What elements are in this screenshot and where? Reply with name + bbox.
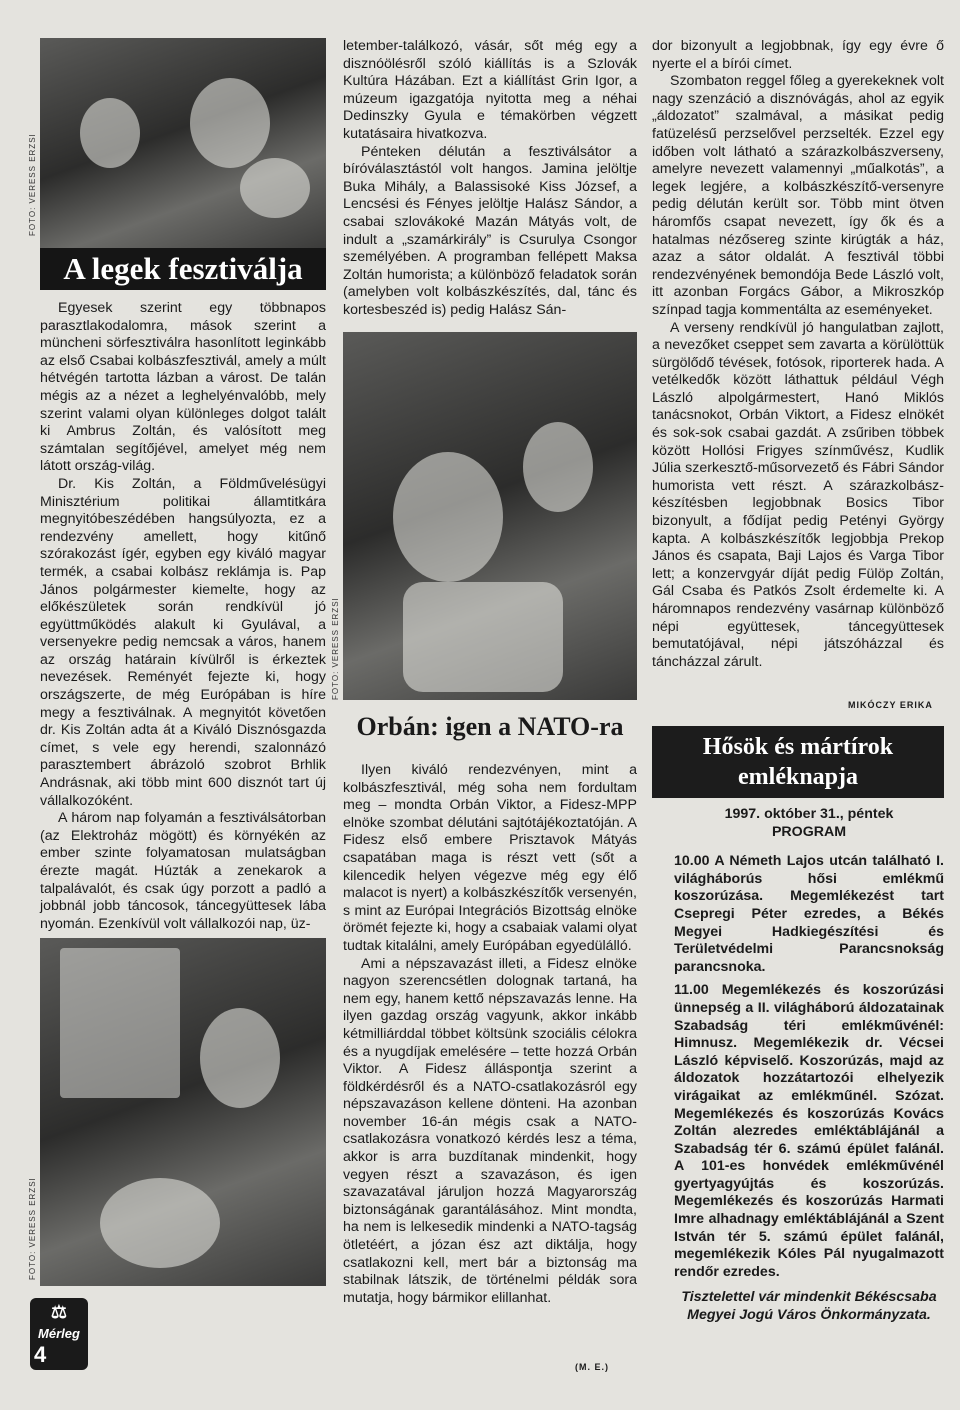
paragraph: A három nap folyamán a fesztiválsátorban (az Elektroház mögött) és környékén az ember szinte folyamatosan mulatságban érezte magát. Húzták a zenekarok a talpalávalót, és csak úgy porzott a padló a jobbnál jobb táncosok, táncegyüttesek lába nyomán. Ezenkívül volt vállalkozói nap, üz- bbox=[40, 810, 326, 932]
program-closing: Tisztelettel vár mindenkit Békéscsaba Megyei Jogú Város Önkormányzata. bbox=[681, 1289, 937, 1324]
headline-nato: Orbán: igen a NATO-ra bbox=[356, 712, 624, 741]
scale-icon: ⚖ bbox=[50, 1302, 68, 1322]
photo-credit: FOTO: VERESS ERZSI bbox=[28, 133, 37, 236]
logo-text: Mérleg bbox=[38, 1326, 80, 1341]
paragraph: Ami a népszavazást illeti, a Fidesz elnöke nagyon szerencsétlen dolognak tartaná, ha nem egy, hanem kettő népszavazás lenne. Ha ilyen gazdag ország vagyunk, akkor inkább kétmilliárddal többet költsünk szociális célokra és a nyugdíjak emelésére – tette hozzá Orbán Viktor. A Fidesz álláspontja szerint a földkérdésről és a NATO-csatlakozásról egy népszavazáson kellene dönteni. Ha azonban november 16-án mégis csak a NATO-csatlakozásra vonatkozó kérdés lesz a téma, akkor is arra buzdítanak mindenkit, hogy vegyen részt a szavazáson, és igen szavazatával járuljon hozzá Magyarország biztonságának garantálásához. Mint mondta, ha nem is lelkesedik mindenki a NATO-tagság ötletéért, a józan ész azt diktálja, hogy csatlakozni kell, mert bár a biztonság ma stabilnak látszik, de történelmi példák sora mutatja, hogy bármikor elillanhat. bbox=[343, 955, 637, 1306]
paragraph: Pénteken délután a fesztiválsátor a bíróválasztástól volt hangos. Jamina jelöltje Buka Mihály, a Balassisoké Kiss József, a Lencsési és Fényes jelöltje Halász Sándor, a csabai szlovákoké Mazán Mátyás volt, de indult a „szamárkirály” is Csurulya Csongor személyében. A programban fellépett Maksa Zoltán humorista; a különböző feladatok során (amelyben volt kolbászkészítés, dal, tánc és kortesbeszéd is) pedig Halász Sán- bbox=[343, 143, 637, 318]
page-number: 4 bbox=[34, 1342, 47, 1367]
headline-festival: A legek fesztiválja bbox=[40, 248, 326, 290]
program-item: 11.00 Megemlékezés és koszorúzási ünnepség a II. világháború áldozatainak Szabadság téri emlékművénél: Himnusz. Megemlékezik dr. Vécsei László képviselő. Koszorúzás, majd az áldozatok hozzátartozói elhelyezik virágaikat az emlékműnél. Szózat. Megemlékezés és koszorúzás Kovács Zoltán alezredes emléktáblájánál a Szabadság tér 6. számú épület falánál. A 101-es honvédek emlékművénél gyertyagyújtás és koszorúzás. Megemlékezés és koszorúzás Harmati Imre alhadnagy emléktáblájánál a Szent István tér 5. számú épület falánál, megemlékezik Kóles Pál nyugalmazott rendőr ezredes. bbox=[674, 982, 944, 1280]
box-title: Hősök és mártírok emléknapja bbox=[652, 726, 944, 798]
paragraph: Egyesek szerint egy többnapos parasztlakodalomra, mások szerint a müncheni sörfesztiválra hasonlított leginkább az első Csabai kolbászfesztivál, amely a múlt hétvégén tartotta lázban a várost. De talán mégis az a nézet a leghelyénvalóbb, mely szerint valami olyan különleges dolgot talált ki Ambrus Zoltán, és valósított meg számtalan segítőjével, amelyet még nem látott ország-világ. bbox=[40, 300, 326, 475]
memorial-program-box bbox=[652, 726, 944, 1366]
paragraph: Dr. Kis Zoltán, a Földművelésügyi Minisztérium politikai államtitkára megnyitóbeszédében hangsúlyozta, ez a rendezvény amellett, hogy kitűnő szórakozást ígér, egyben egy kiváló magyar termék, a csabai kolbász reklámja is. Pap János polgármester kiemelte, hogy az előkészületek során rendkívül jó együttműködés alakult ki Gyulával, a versenyekre pedig nemcsak a város, hanem az ország határain kívülről is érkeztek nevezések. Reményét fejezte ki, hogy országszerte, de még Európában is híre megy a fesztiválnak. A megnyitót követően dr. Kis Zoltán adta át a Kiváló Disznósgazda címet, s vele egy herendi, szalonnázó parasztembert ábrázoló szobrot Brhlik Andrásnak, aki több mint 600 disznót tart új vállalkozóként. bbox=[40, 475, 326, 809]
paragraph: letember-találkozó, vásár, sőt még egy a disznóölésről szóló kiállítás is a Szlovák Kultúra Házában. Ezt a kiállítást Grin Igor, a múzeum igazgatója nyitotta meg a néhai Dedinszky Gyula e témakörben végzett kutatásaira hivatkozva. bbox=[343, 38, 637, 142]
paragraph: Szombaton reggel főleg a gyerekeknek volt nagy szenzáció a disznóvágás, ahol az egyik „áldozatot” szalmával, a másikat pedig fatüzelésű perzselővel perzselték. Ezzel egy időben volt látható a szárazkolbászverseny, amelyre nevezett valamennyi „műalkotás”, a legek legjére, a kolbászkészítő-versenyre pedig délután került sor. Több mint ötven háromfős csapat nevezett, így ők és a hatalmas nézősereg szinte kirúgták a ház, azaz a sátor oldalát. A fesztivál többi rendezvényének bemondója Bede László volt, itt azonban Forgács Gábor, a Mikroszkóp színpad tagja kommentálta az eseményeket. bbox=[652, 73, 944, 318]
program-date: 1997. október 31., péntek bbox=[724, 806, 894, 822]
article2-body bbox=[343, 762, 637, 1307]
jury-photo bbox=[343, 332, 637, 700]
paragraph: Ilyen kiváló rendezvényen, mint a kolbászfesztivál, még soha nem fordultam meg – mondta Orbán Viktor, a Fidesz-MPP elnöke szombat délutáni sajtótájékoztatóján. A Fidesz első embere Prisztavok Mátyás csapatában maga is részt vett (sőt a kilencedik helyen végezve még egy élő malacot is nyert) a kolbászkészítők versenyén, s mint az Európai Integrációs Bizottság elnöke örömét fejezte ki, hogy a csabaiak valami olyat tudtak kitalálni, amely Európában egyedülálló. bbox=[343, 762, 637, 954]
program-item: 10.00 A Németh Lajos utcán található I. világháborús hősi emlékmű koszorúzása. Megemlékezést tart Csepregi Péter ezredes, a Békés Megyei Hadkiegészítési és Területvédelmi Parancsnokság parancsnoka. bbox=[674, 853, 944, 975]
photo-credit: FOTO: VERESS ERZSI bbox=[28, 1177, 37, 1280]
article2-signature: (M. E.) bbox=[575, 1362, 609, 1372]
article1-signature: MIKÓCZY ERIKA bbox=[848, 700, 933, 710]
article1-column2 bbox=[343, 38, 637, 320]
article1-column3 bbox=[652, 38, 944, 671]
merleg-logo bbox=[30, 1298, 88, 1370]
program-label: PROGRAM bbox=[771, 823, 847, 840]
sausage-maker-photo bbox=[40, 938, 326, 1286]
box-body bbox=[652, 798, 944, 1325]
paragraph: A verseny rendkívül jó hangulatban zajlott, a nevezőket cseppet sem zavarta a körülöttük sürgölődő tévések, fotósok, riporterek hada. A vetélkedők között láthattuk például Végh László alpolgármestert, Hanó Miklós tanácsnokot, Orbán Viktort, a Fidesz elnökét és sok-sok csabai gazdát. A zsűriben többek között Hollósi Frigyes színművész, Kudlik Júlia szerkesztő-műsorvezető és Fábri Sándor humorista vett részt. A szárazkolbász-készítésben legjobbnak Bosics Tibor bizonyult, a fődíjat pedig Petényi György kapta. A kolbászkészítők legjobbja Prekop János és csapata, Baji Lajos és Varga Tibor lett; a konzervgyár díját pedig Fülöp Zoltán, Gál Csaba és Patkós Zsolt érdemelte ki. A háromnapos rendezvény vasárnap különböző népi együttesek, táncegyüttesek bemutatójával, népi játszóházzal és táncházzal zárult. bbox=[652, 319, 944, 670]
festival-crowd-photo bbox=[40, 38, 326, 250]
photo-credit: FOTO: VERESS ERZSI bbox=[331, 597, 340, 700]
paragraph: dor bizonyult a legjobbnak, így egy évre ő nyerte el a bírói címet. bbox=[652, 38, 944, 72]
article1-column1 bbox=[40, 300, 326, 933]
